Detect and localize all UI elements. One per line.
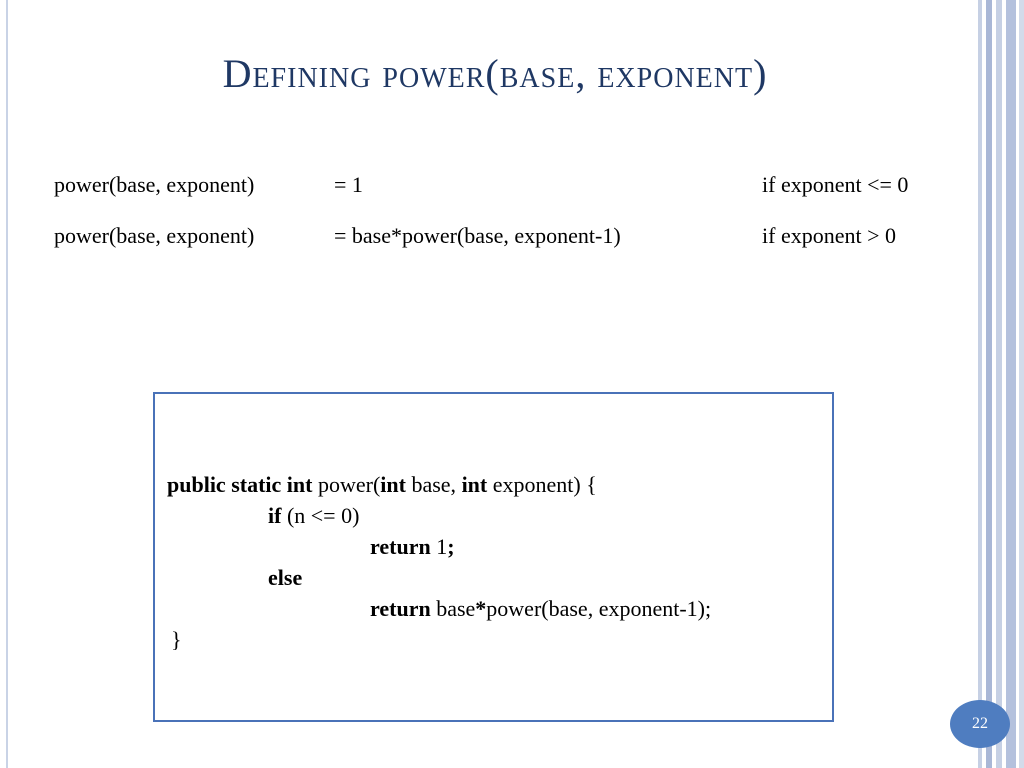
definition-condition: if exponent <= 0 [762,172,909,197]
frame-left-line [6,0,8,768]
code-text: base, [405,472,462,497]
code-keyword: return [370,596,431,621]
definition-rhs: = 1 [334,172,363,197]
code-keyword: return [370,534,431,559]
frame-right-line-4 [1006,0,1016,768]
code-line-return-base [370,534,455,560]
code-text: base [430,596,476,621]
code-line-return-recursive [370,596,711,622]
code-text: 1 [430,534,448,559]
code-keyword: int [380,472,406,497]
page-number-badge: 22 [950,700,1010,748]
code-block [153,392,834,722]
definition-condition: if exponent > 0 [762,223,896,248]
code-line-else [268,565,302,591]
code-text: power(base, exponent-1); [486,596,712,621]
code-line-signature [167,472,597,498]
code-text: exponent) { [487,472,597,497]
code-line-closing-brace [171,627,182,653]
frame-right-line-2 [986,0,992,768]
code-keyword: public static int [167,472,313,497]
code-text: } [171,627,182,652]
code-keyword: int [461,472,488,497]
code-keyword: ; [447,534,455,559]
code-text: power( [312,472,381,497]
code-keyword: else [268,565,303,590]
code-text: (n <= 0) [281,503,360,528]
frame-right-line-5 [1019,0,1024,768]
slide-title: Defining power(base, exponent) [222,51,768,96]
frame-right-line-1 [978,0,982,768]
definition-rhs: = base*power(base, exponent-1) [334,223,621,248]
frame-right-line-3 [996,0,1002,768]
code-line-if [268,503,359,529]
code-keyword: if [268,503,282,528]
definition-lhs: power(base, exponent) [54,223,255,248]
code-keyword: * [475,596,487,621]
definition-lhs: power(base, exponent) [54,172,255,197]
